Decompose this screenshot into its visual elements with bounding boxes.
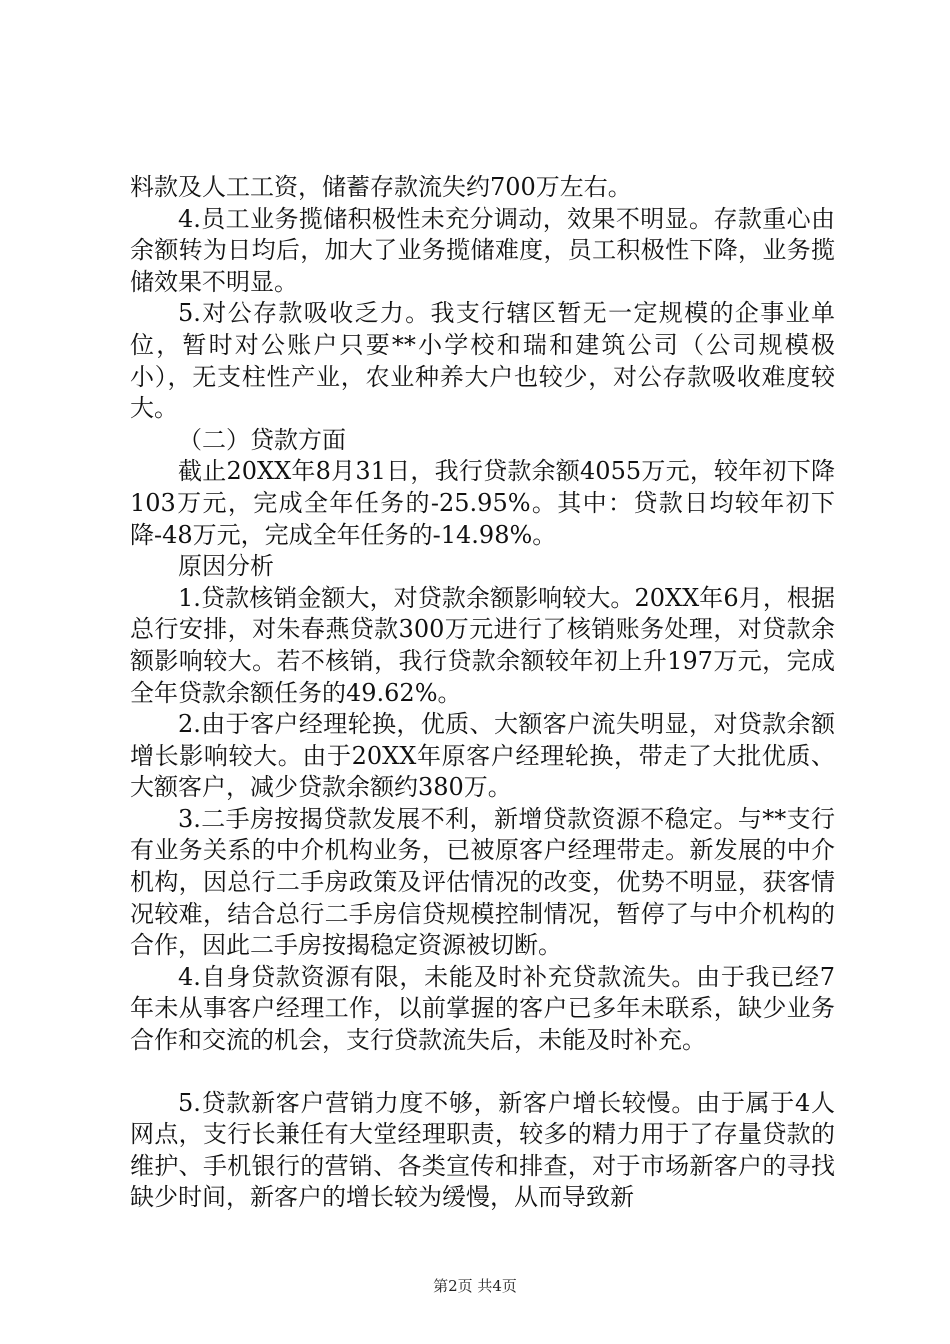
paragraph-deposit-point-4: 4.员工业务揽储积极性未充分调动，效果不明显。存款重心由余额转为日均后，加大了业务揽储难度，员工积极性下降，业务揽储效果不明显。 bbox=[130, 204, 835, 296]
section-heading-loans: （二）贷款方面 bbox=[178, 425, 346, 454]
paragraph-loan-point-2: 2.由于客户经理轮换，优质、大额客户流失明显，对贷款余额增长影响较大。由于20XX年原客户经理轮换，带走了大批优质、大额客户，减少贷款余额约380万。 bbox=[130, 710, 835, 802]
paragraph-loan-point-4: 4.自身贷款资源有限，未能及时补充贷款流失。由于我已经7年未从事客户经理工作，以前掌握的客户已多年未联系，缺少业务合作和交流的机会，支行贷款流失后，未能及时补充。 bbox=[130, 962, 835, 1055]
subheading-cause-analysis: 原因分析 bbox=[178, 552, 274, 581]
paragraph-loan-summary: 截止20XX年8月31日，我行贷款余额4055万元，较年初下降103万元，完成全年任务的-25.95%。其中：贷款日均较年初下降-48万元，完成全年任务的-14.98%。 bbox=[130, 457, 835, 549]
paragraph-loan-point-3: 3.二手房按揭贷款发展不利，新增贷款资源不稳定。与**支行有业务关系的中介机构业务，已被原客户经理带走。新发展的中介机构，因总行二手房政策及评估情况的改变，优势不明显，获客情况较难，结合总行二手房信贷规模控制情况，暂停了与中介机构的合作，因此二手房按揭稳定资源被切断。 bbox=[130, 804, 835, 960]
paragraph-deposit-point-5: 5.对公存款吸收乏力。我支行辖区暂无一定规模的企事业单位，暂时对公账户只要**小学校和瑞和建筑公司（公司规模极小），无支柱性产业，农业种养大户也较少，对公存款吸收难度较大。 bbox=[130, 299, 835, 423]
paragraph-continuation: 料款及人工工资，储蓄存款流失约700万左右。 bbox=[130, 173, 632, 201]
paragraph-loan-point-1: 1.贷款核销金额大，对贷款余额影响较大。20XX年6月，根据总行安排，对朱春燕贷款300万元进行了核销账务处理，对贷款余额影响较大。若不核销，我行贷款余额较年初上升197万元，完成全年贷款余额任务的49.62%。 bbox=[130, 583, 835, 707]
page-number-footer: 第2页 共4页 bbox=[433, 1277, 517, 1295]
document-body bbox=[130, 172, 835, 1214]
paragraph-loan-point-5: 5.贷款新客户营销力度不够，新客户增长较慢。由于属于4人网点，支行长兼任有大堂经理职责，较多的精力用于了存量贷款的维护、手机银行的营销、各类宣传和排查，对于市场新客户的寻找缺少时间，新客户的增长较为缓慢，从而导致新 bbox=[130, 1088, 835, 1212]
